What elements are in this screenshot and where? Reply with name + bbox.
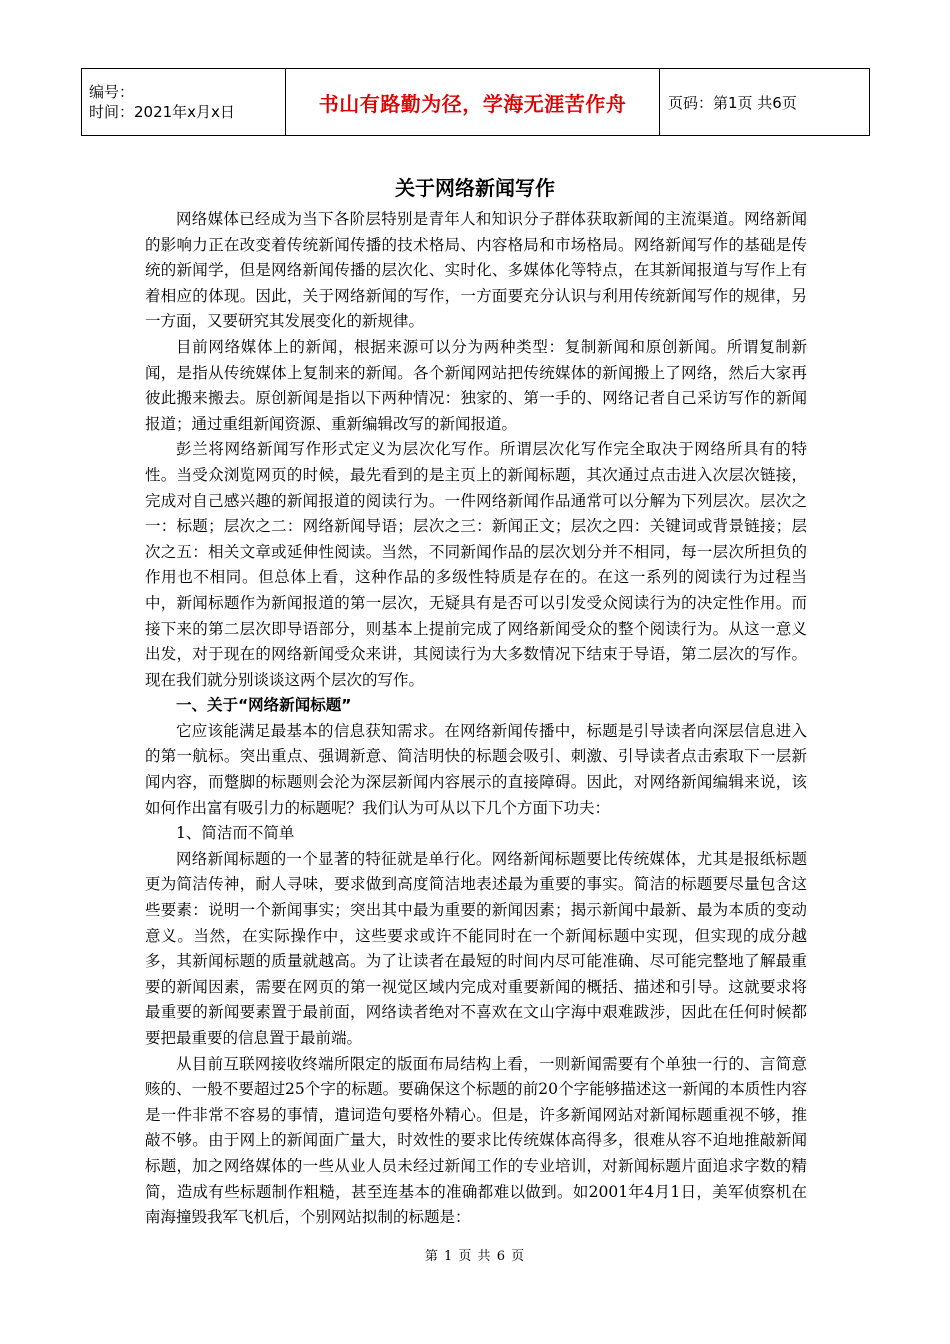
body-paragraph: 彭兰将网络新闻写作形式定义为层次化写作。所谓层次化写作完全取决于网络所具有的特性。当受众浏览网页的时候，最先看到的是主页上的新闻标题，其次通过点击进入次层次链接，完成对自己感兴趣的新闻报道的阅读行为。一件网络新闻作品通常可以分解为下列层次。层次之一：标题；层次之二：网络新闻导语；层次之三：新闻正文；层次之四：关键词或背景链接；层次之五：相关文章或延伸性阅读。当然，不同新闻作品的层次划分并不相同，每一层次所担负的作用也不相同。但总体上看，这种作品的多级性特质是存在的。在这一系列的阅读行为过程当中，新闻标题作为新闻报道的第一层次，无疑具有是否可以引发受众阅读行为的决定性作用。而接下来的第二层次即导语部分，则基本上提前完成了网络新闻受众的整个阅读行为。从这一意义出发，对于现在的网络新闻受众来讲，其阅读行为大多数情况下结束于导语，第二层次的写作。现在我们就分别谈谈这两个层次的写作。: [145, 440, 807, 689]
subsection-paragraph: 网络新闻标题的一个显著的特征就是单行化。网络新闻标题要比传统媒体，尤其是报纸标题更为简洁传神，耐人寻味，要求做到高度简洁地表述最为重要的事实。简洁的标题要尽量包含这些要素：说明一个新闻事实；突出其中最为重要的新闻因素；揭示新闻中最新、最为本质的变动意义。当然，在实际操作中，这些要求或许不能同时在一个新闻标题中实现，但实现的成分越多，其新闻标题的质量就越高。为了让读者在最短的时间内尽可能准确、尽可能完整地了解最重要的新闻因素，需要在网页的第一视觉区域内完成对重要新闻的概括、描述和引导。这就要求将最重要的新闻要素置于最前面，网络读者绝对不喜欢在文山字海中艰难跋涉，因此在任何时候都要把最重要的信息置于最前端。: [145, 849, 807, 1047]
body-paragraph: 目前网络媒体上的新闻，根据来源可以分为两种类型：复制新闻和原创新闻。所谓复制新闻，是指从传统媒体上复制来的新闻。各个新闻网站把传统媒体的新闻搬上了网络，然后大家再彼此搬来搬去。原创新闻是指以下两种情况：独家的、第一手的、网络记者自己采访写作的新闻报道；通过重组新闻资源、重新编辑改写的新闻报道。: [145, 337, 807, 433]
header-meta-cell: [82, 69, 286, 136]
section-intro-paragraph: 它应该能满足最基本的信息获知需求。在网络新闻传播中，标题是引导读者向深层信息进入的第一航标。突出重点、强调新意、简洁明快的标题会吸引、刺激、引导读者点击索取下一层新闻内容，而蹩脚的标题则会沦为深层新闻内容展示的直接障碍。因此，对网络新闻编辑来说，该如何作出富有吸引力的标题呢？我们认为可从以下几个方面下功夫：: [145, 721, 807, 817]
document-time-label: 时间：2021年x月x日: [89, 103, 235, 121]
document-body: [145, 207, 807, 1231]
section-heading: 一、关于“网络新闻标题”: [176, 696, 352, 715]
subsection-paragraph: 从目前互联网接收终端所限定的版面布局结构上看，一则新闻需要有个单独一行的、言简意赅的、一般不要超过25个字的标题。要确保这个标题的前20个字能够描述这一新闻的本质性内容是一件非常不容易的事情，遣词造句要格外精心。但是，许多新闻网站对新闻标题重视不够，推敲不够。由于网上的新闻面广量大，时效性的要求比传统媒体高得多，很难从容不迫地推敲新闻标题，加之网络媒体的一些从业人员未经过新闻工作的专业培训，对新闻标题片面追求字数的精简，造成有些标题制作粗糙，甚至连基本的准确都难以做到。如2001年4月1日，美军侦察机在南海撞毁我军飞机后，个别网站拟制的标题是：: [145, 1054, 807, 1227]
subsection-heading: 1、简洁而不简单: [176, 824, 295, 843]
document-header-table: [81, 68, 870, 136]
page-footer: 第 1 页 共 6 页: [424, 1249, 526, 1264]
document-number-label: 编号：: [89, 83, 135, 101]
header-motto: 书山有路勤为径，学海无涯苦作舟: [286, 69, 660, 136]
body-paragraph: 网络媒体已经成为当下各阶层特别是青年人和知识分子群体获取新闻的主流渠道。网络新闻的影响力正在改变着传统新闻传播的技术格局、内容格局和市场格局。网络新闻写作的基础是传统的新闻学，但是网络新闻传播的层次化、实时化、多媒体化等特点，在其新闻报道与写作上有着相应的体现。因此，关于网络新闻的写作，一方面要充分认识与利用传统新闻写作的规律，另一方面，又要研究其发展变化的新规律。: [145, 210, 807, 331]
header-page-info: 页码：第1页 共6页: [660, 69, 870, 136]
document-title: 关于网络新闻写作: [395, 176, 555, 200]
